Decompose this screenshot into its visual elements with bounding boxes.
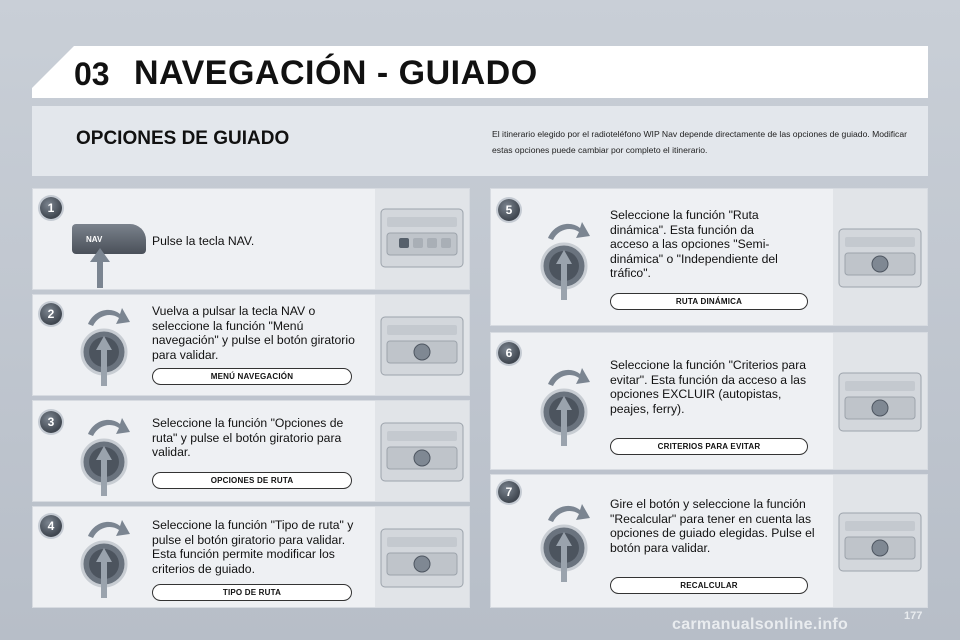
radio-unit-icon [837,225,923,291]
nav-key-label: NAV [86,234,103,244]
radio-photo [833,475,927,607]
rotary-knob-icon [76,302,132,386]
page-title: NAVEGACIÓN - GUIADO [134,54,538,92]
rotary-knob-icon [76,412,132,496]
radio-photo [375,507,469,607]
press-arrow-icon [88,248,112,288]
section-title: OPCIONES DE GUIADO [76,128,290,149]
step-4-text: Seleccione la función "Tipo de ruta" y pulse el botón giratorio para validar. Esta función permite modificar los criterios de guiado. [152,518,354,576]
chapter-number: 03 [74,56,110,92]
radio-photo [375,401,469,501]
radio-unit-icon [837,369,923,435]
page-number: 177 [904,610,923,622]
radio-photo [833,333,927,469]
step-4-badge: 4 [40,515,62,537]
step-5-menu-pill: RUTA DINÁMICA [610,293,808,310]
step-2-text: Vuelva a pulsar la tecla NAV o seleccione la función "Menú navegación" y pulse el botón giratorio para validar. [152,304,355,362]
step-3-text: Seleccione la función "Opciones de ruta" y pulse el botón giratorio para validar. [152,416,344,460]
radio-photo [375,295,469,395]
step-7-text: Gire el botón y seleccione la función "Recalcular" para tener en cuenta las opciones de guiado elegidas. Pulse el botón para validar. [610,497,815,555]
step-3-badge: 3 [40,411,62,433]
intro-text: El itinerario elegido por el radioteléfono WIP Nav depende directamente de las opciones de guiado. Modificar estas opciones puede cambiar por completo el itinerario. [492,129,907,155]
step-1-text: Pulse la tecla NAV. [152,234,255,248]
step-2-menu-pill: MENÚ NAVEGACIÓN [152,368,352,385]
step-2-badge: 2 [40,303,62,325]
step-6-badge: 6 [498,342,520,364]
rotary-knob-icon [536,362,592,446]
radio-unit-icon [837,509,923,575]
step-6-text: Seleccione la función "Criterios para evitar". Esta función da acceso a las opciones EXCLUIR (autopistas, peajes, ferry). [610,358,807,416]
radio-unit-icon [379,205,465,271]
step-3-menu-pill: OPCIONES DE RUTA [152,472,352,489]
step-1-badge: 1 [40,197,62,219]
step-5-text: Seleccione la función "Ruta dinámica". Esta función da acceso a las opciones "Semi-dinámica" o "Independiente del tráfico". [610,208,778,281]
rotary-knob-icon [76,514,132,598]
rotary-knob-icon [536,498,592,582]
step-4-menu-pill: TIPO DE RUTA [152,584,352,601]
rotary-knob-icon [536,216,592,300]
step-6-menu-pill: CRITERIOS PARA EVITAR [610,438,808,455]
radio-unit-icon [379,419,465,485]
step-7-menu-pill: RECALCULAR [610,577,808,594]
radio-photo [375,189,469,289]
step-5-badge: 5 [498,199,520,221]
radio-unit-icon [379,313,465,379]
watermark: carmanualsonline.info [672,616,849,633]
radio-photo [833,189,927,325]
step-7-badge: 7 [498,481,520,503]
radio-unit-icon [379,525,465,591]
